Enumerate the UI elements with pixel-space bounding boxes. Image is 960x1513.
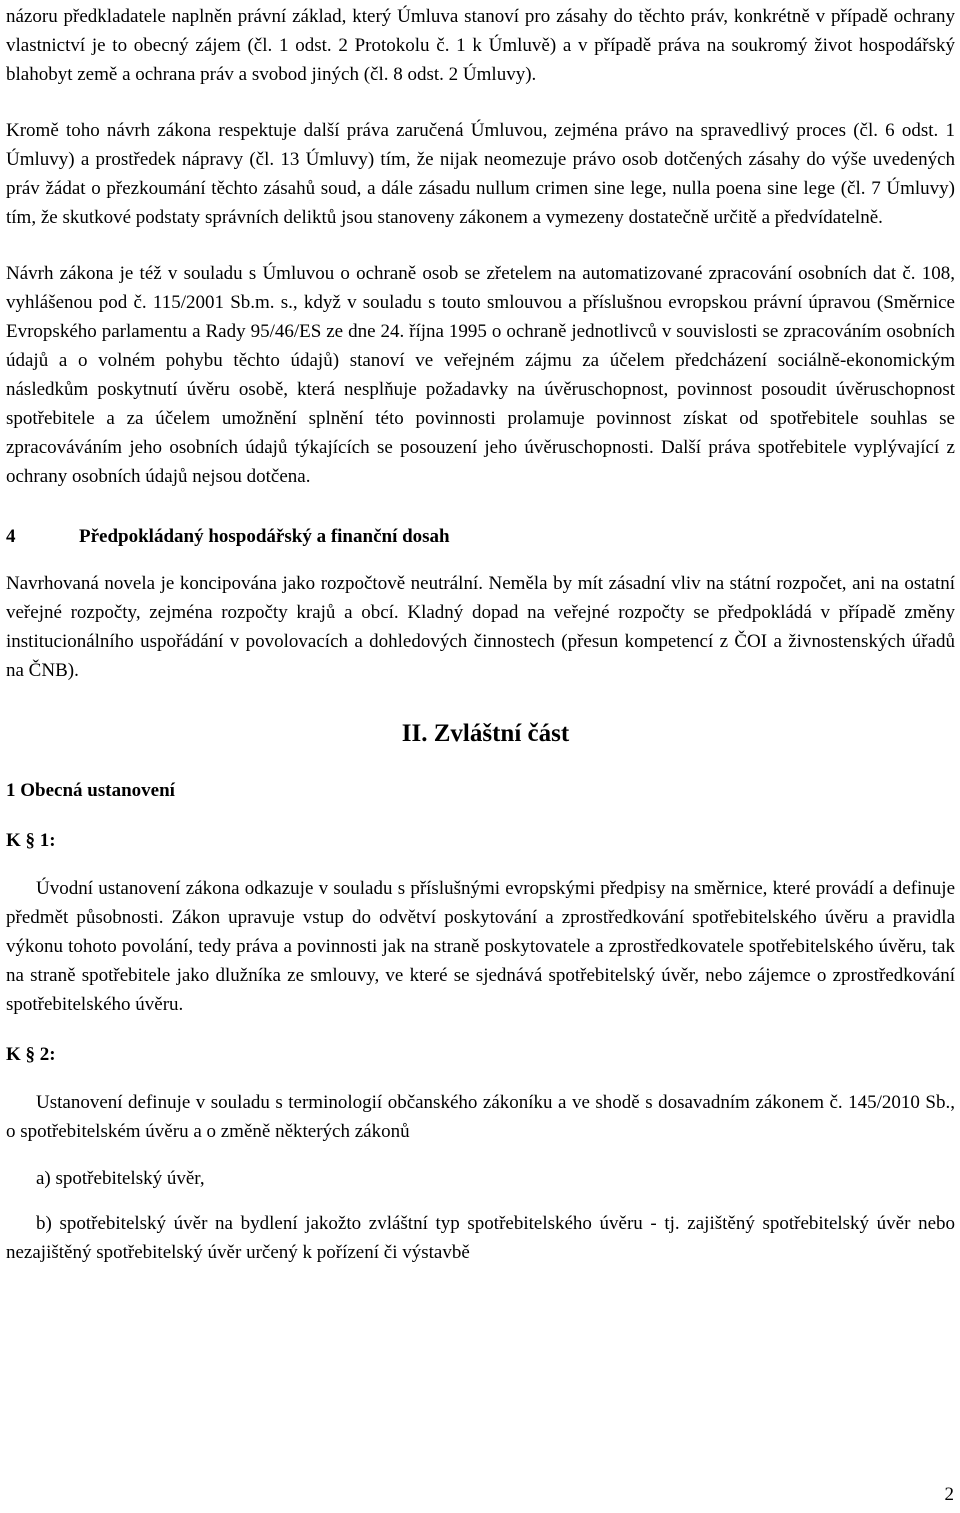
paragraph-k2: Ustanovení definuje v souladu s terminologií občanského zákoníku a ve shodě s dosavadním zákonem č. 145/2010 Sb., o spotřebitelském úvěru a o změně některých zákonů <box>6 1092 955 1142</box>
subheading-general-provisions: 1 Obecná ustanovení <box>6 780 175 801</box>
section-heading-k2: K § 2: <box>6 1044 56 1065</box>
paragraph-k1: Úvodní ustanovení zákona odkazuje v souladu s příslušnými evropskými předpisy na směrnice, které provádí a definuje předmět působnosti. Zákon upravuje vstup do odvětví poskytování a zprostředkování spotřebitelského úvěru a pravidla výkonu tohoto povolání, tedy práva a povinnosti jak na straně poskytovatele a zprostředkovatele spotřebitelského úvěru, tak na straně spotřebitele jako dlužníka ze smlouvy, ve které se sjednává spotřebitelský úvěr, nebo zájemce o zprostředkování spotřebitelského úvěru. <box>6 878 955 1015</box>
paragraph-rights: Kromě toho návrh zákona respektuje další práva zaručená Úmluvou, zejména právo na spravedlivý proces (čl. 6 odst. 1 Úmluvy) a prostředek nápravy (čl. 13 Úmluvy) tím, že nijak neomezuje právo osob dotčených zásahy do výše uvedených práv žádat o přezkoumání těchto zásahů soud, a dále zásadu nullum crimen sine lege, nulla poena sine lege (čl. 7 Úmluvy) tím, že skutkové podstaty správních deliktů jsou stanoveny zákonem a vymezeny dostatečně určitě a předvídatelně. <box>6 120 955 228</box>
list-item-a: a) spotřebitelský úvěr, <box>36 1168 205 1189</box>
section-4-heading <box>6 522 955 551</box>
list-item-b: b) spotřebitelský úvěr na bydlení jakožto zvláštní typ spotřebitelského úvěru - tj. zajištěný spotřebitelský úvěr nebo nezajištěný spotřebitelský úvěr určený k pořízení či výstavbě <box>6 1213 955 1263</box>
section-heading-k1: K § 1: <box>6 830 56 851</box>
paragraph-intro: názoru předkladatele naplněn právní základ, který Úmluva stanoví pro zásahy do těchto práv, konkrétně v případě ochrany vlastnictví je to obecný zájem (čl. 1 odst. 2 Protokolu č. 1 k Úmluvě) a v případě práva na soukromý život hospodářský blahobyt země a ochrana práv a svobod jiných (čl. 8 odst. 2 Úmluvy). <box>6 6 955 85</box>
page-number: 2 <box>944 1484 954 1505</box>
paragraph-fiscal-impact: Navrhovaná novela je koncipována jako rozpočtově neutrální. Neměla by mít zásadní vliv na státní rozpočet, ani na ostatní veřejné rozpočty, zejména rozpočty krajů a obcí. Kladný dopad na veřejné rozpočty se předpokládá v případě změny institucionálního uspořádání v povolovacích a dohledových činnostech (přesun kompetencí z ČOI a živnostenských úřadů na ČNB). <box>6 573 955 681</box>
paragraph-data-protection: Návrh zákona je též v souladu s Úmluvou o ochraně osob se zřetelem na automatizované zpracování osobních dat č. 108, vyhlášenou pod č. 115/2001 Sb.m. s., když v souladu s touto smlouvou a příslušnou evropskou právní úpravou (Směrnice Evropského parlamentu a Rady 95/46/ES ze dne 24. října 1995 o ochraně jednotlivců v souvislosti se zpracováním osobních údajů a o volném pohybu těchto údajů) stanoví ve veřejném zájmu za účelem předcházení sociálně-ekonomickým následkům poskytnutí úvěru osobě, která nesplňuje požadavky na úvěruschopnost, povinnost posoudit úvěruschopnost spotřebitele a za účelem umožnění splnění této povinnosti prolamuje povinnost získat od spotřebitele souhlas se zpracováváním jeho osobních údajů týkajících se posouzení jeho úvěruschopnosti. Další práva spotřebitele vyplývající z ochrany osobních údajů nejsou dotčena. <box>6 263 955 487</box>
section-number: 4 <box>6 526 16 547</box>
part-title: II. Zvláštní část <box>401 720 570 747</box>
document-page <box>6 0 955 1267</box>
section-title: Předpokládaný hospodářský a finanční dosah <box>79 526 450 547</box>
